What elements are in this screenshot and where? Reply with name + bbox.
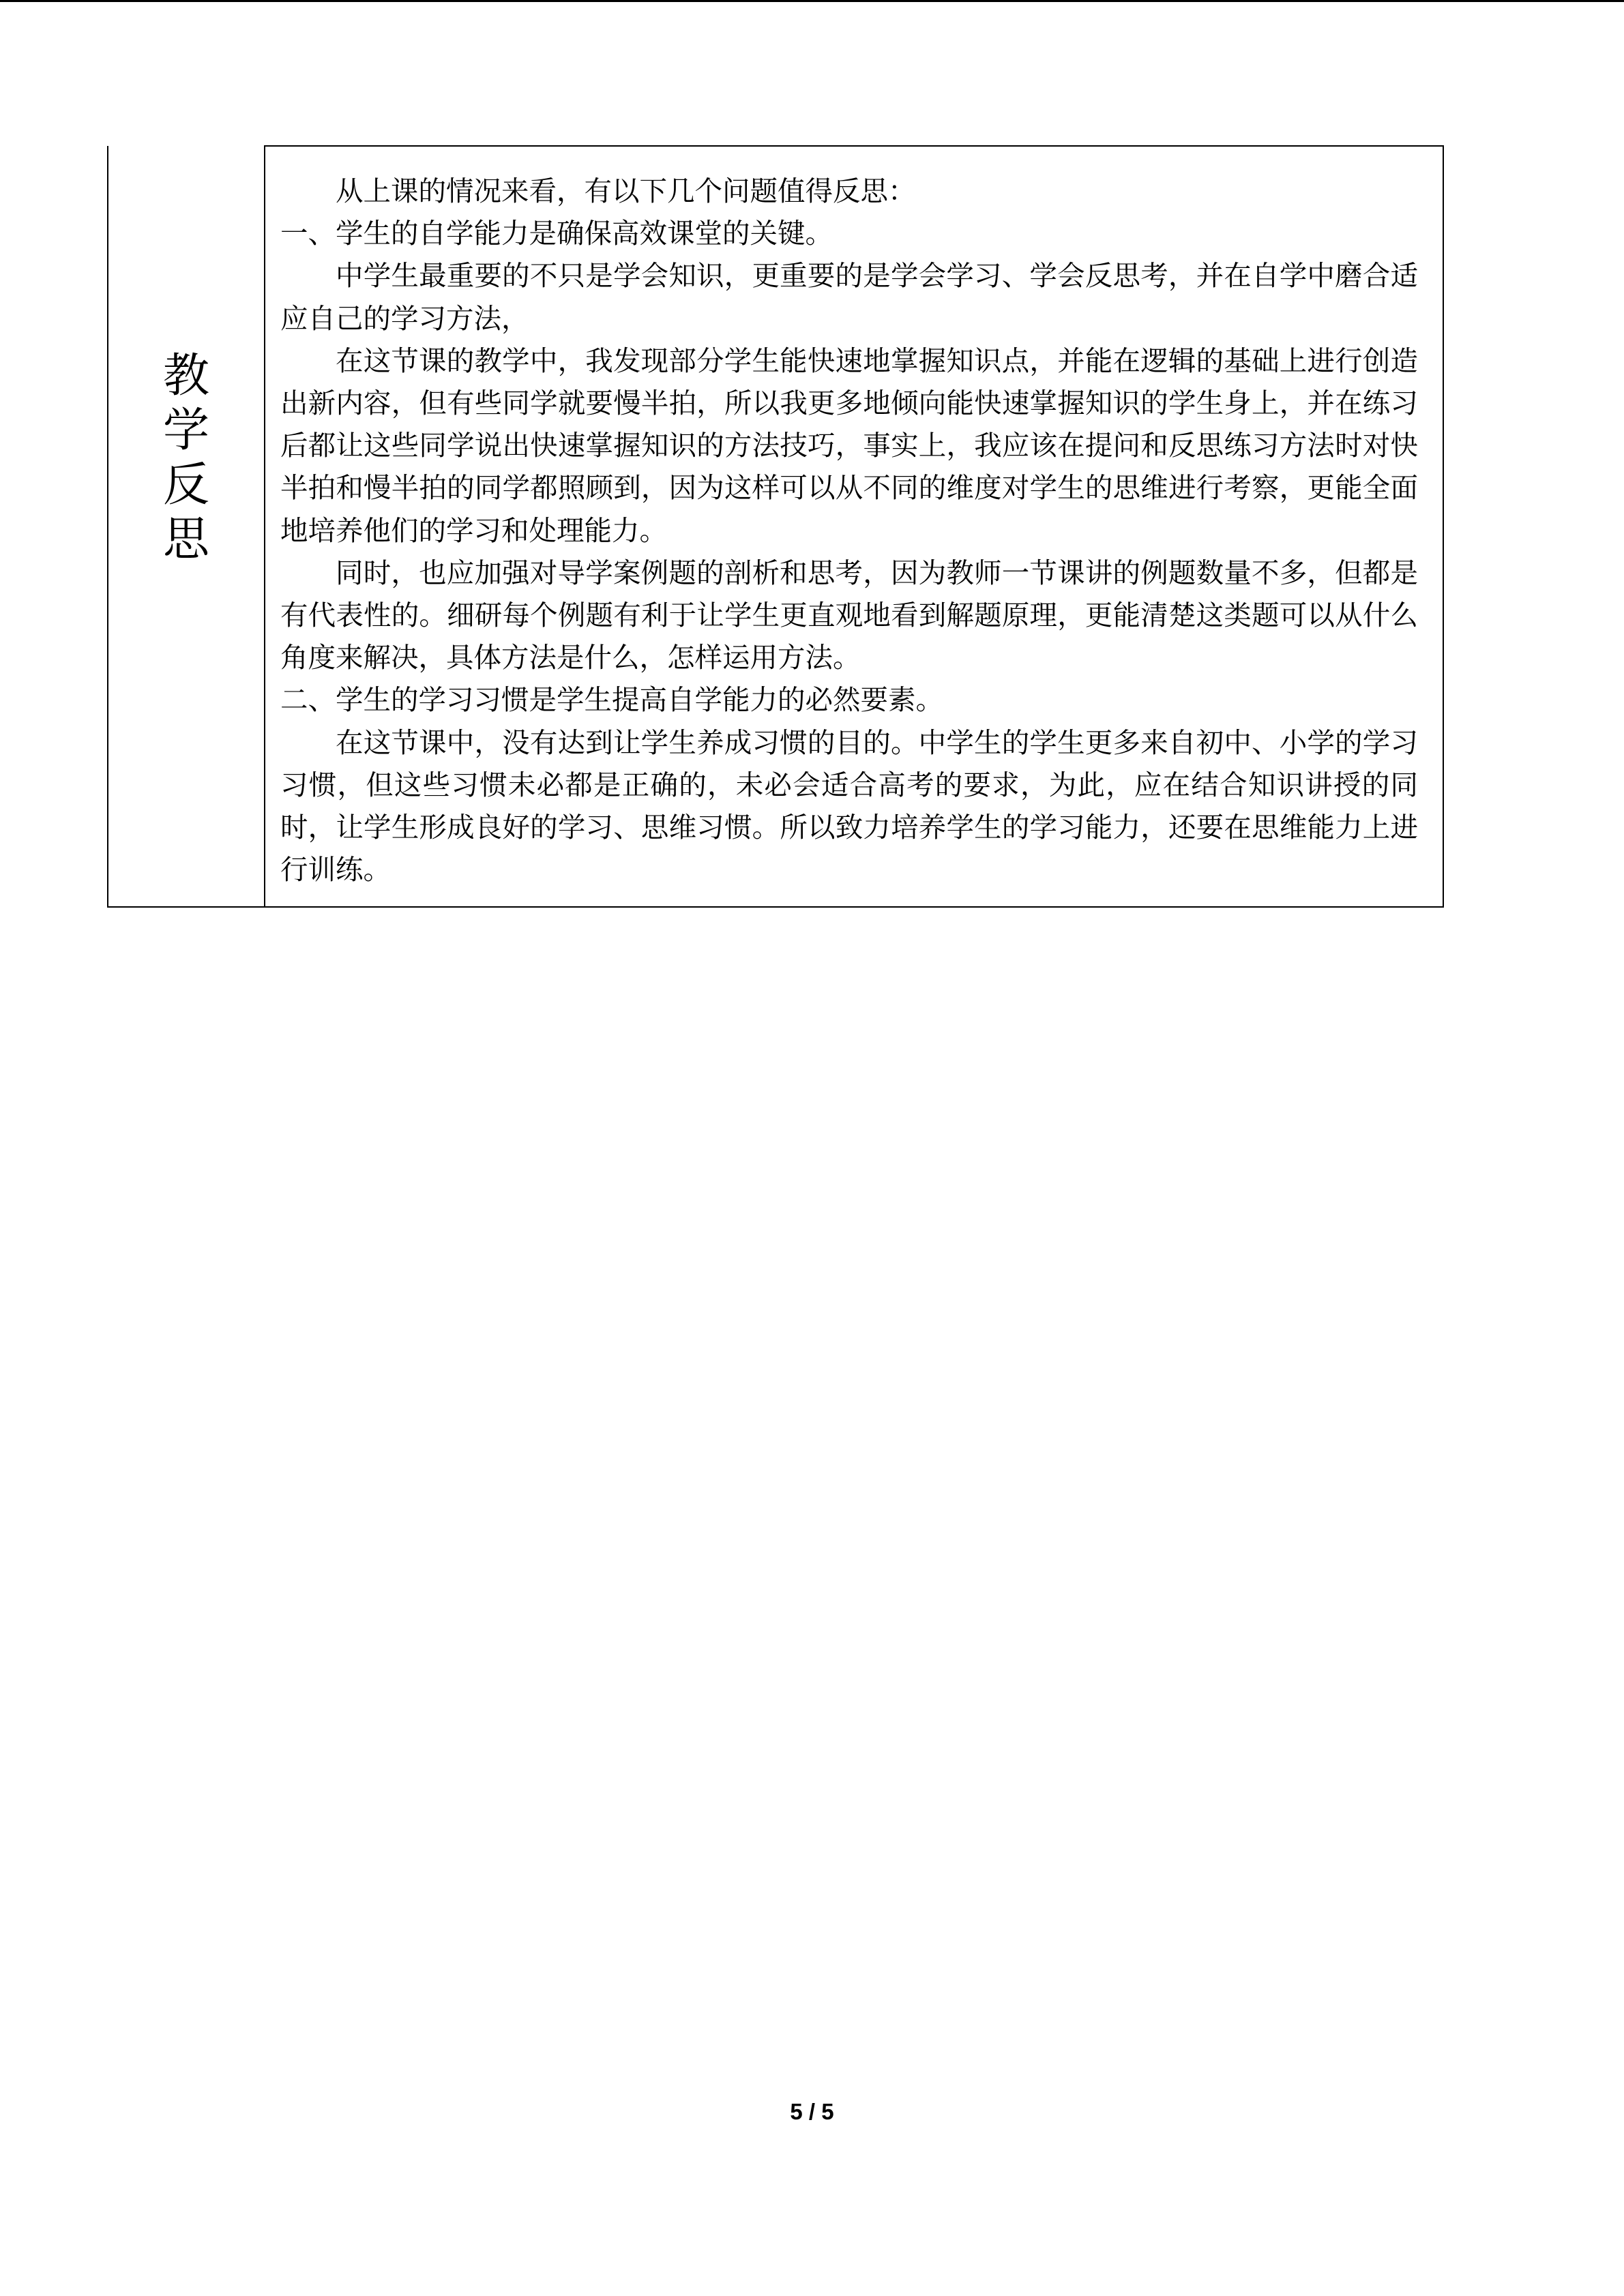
reflection-paragraphs: [280, 170, 1418, 891]
top-border-line: [0, 0, 1624, 2]
reflection-table: [107, 145, 1444, 908]
paragraph: 在这节课中，没有达到让学生养成习惯的目的。中学生的学生更多来自初中、小学的学习习惯，但这些习惯未必都是正确的，未必会适合高考的要求，为此，应在结合知识讲授的同时，让学生形成良好的学习、思维习惯。所以致力培养学生的学习能力，还要在思维能力上进行训练。: [280, 726, 1418, 886]
table-row: [108, 146, 1443, 907]
section-label-cell: [108, 146, 265, 907]
paragraph: 一、学生的自学能力是确保高效课堂的关键。: [280, 217, 833, 250]
page-number: 5 / 5: [790, 2099, 834, 2124]
paragraph: 中学生最重要的不只是学会知识，更重要的是学会学习、学会反思考，并在自学中磨合适应自己的学习方法，: [280, 259, 1418, 335]
paragraph: 在这节课的教学中，我发现部分学生能快速地掌握知识点，并能在逻辑的基础上进行创造出新内容，但有些同学就要慢半拍，所以我更多地倾向能快速掌握知识的学生身上，并在练习后都让这些同学说出快速掌握知识的方法技巧，事实上，我应该在提问和反思练习方法时对快半拍和慢半拍的同学都照顾到，因为这样可以从不同的维度对学生的思维进行考察，更能全面地培养他们的学习和处理能力。: [280, 344, 1418, 547]
paragraph: 从上课的情况来看，有以下几个问题值得反思：: [336, 175, 916, 207]
paragraph: 二、学生的学习习惯是学生提高自学能力的必然要素。: [280, 683, 943, 717]
reflection-content-cell: [265, 146, 1443, 907]
paragraph: 同时，也应加强对导学案例题的剖析和思考，因为教师一节课讲的例题数量不多，但都是有代表性的。细研每个例题有利于让学生更直观地看到解题原理，更能清楚这类题可以从什么角度来解决，具体方法是什么，怎样运用方法。: [280, 556, 1418, 674]
section-label: 教学反思: [162, 348, 209, 567]
